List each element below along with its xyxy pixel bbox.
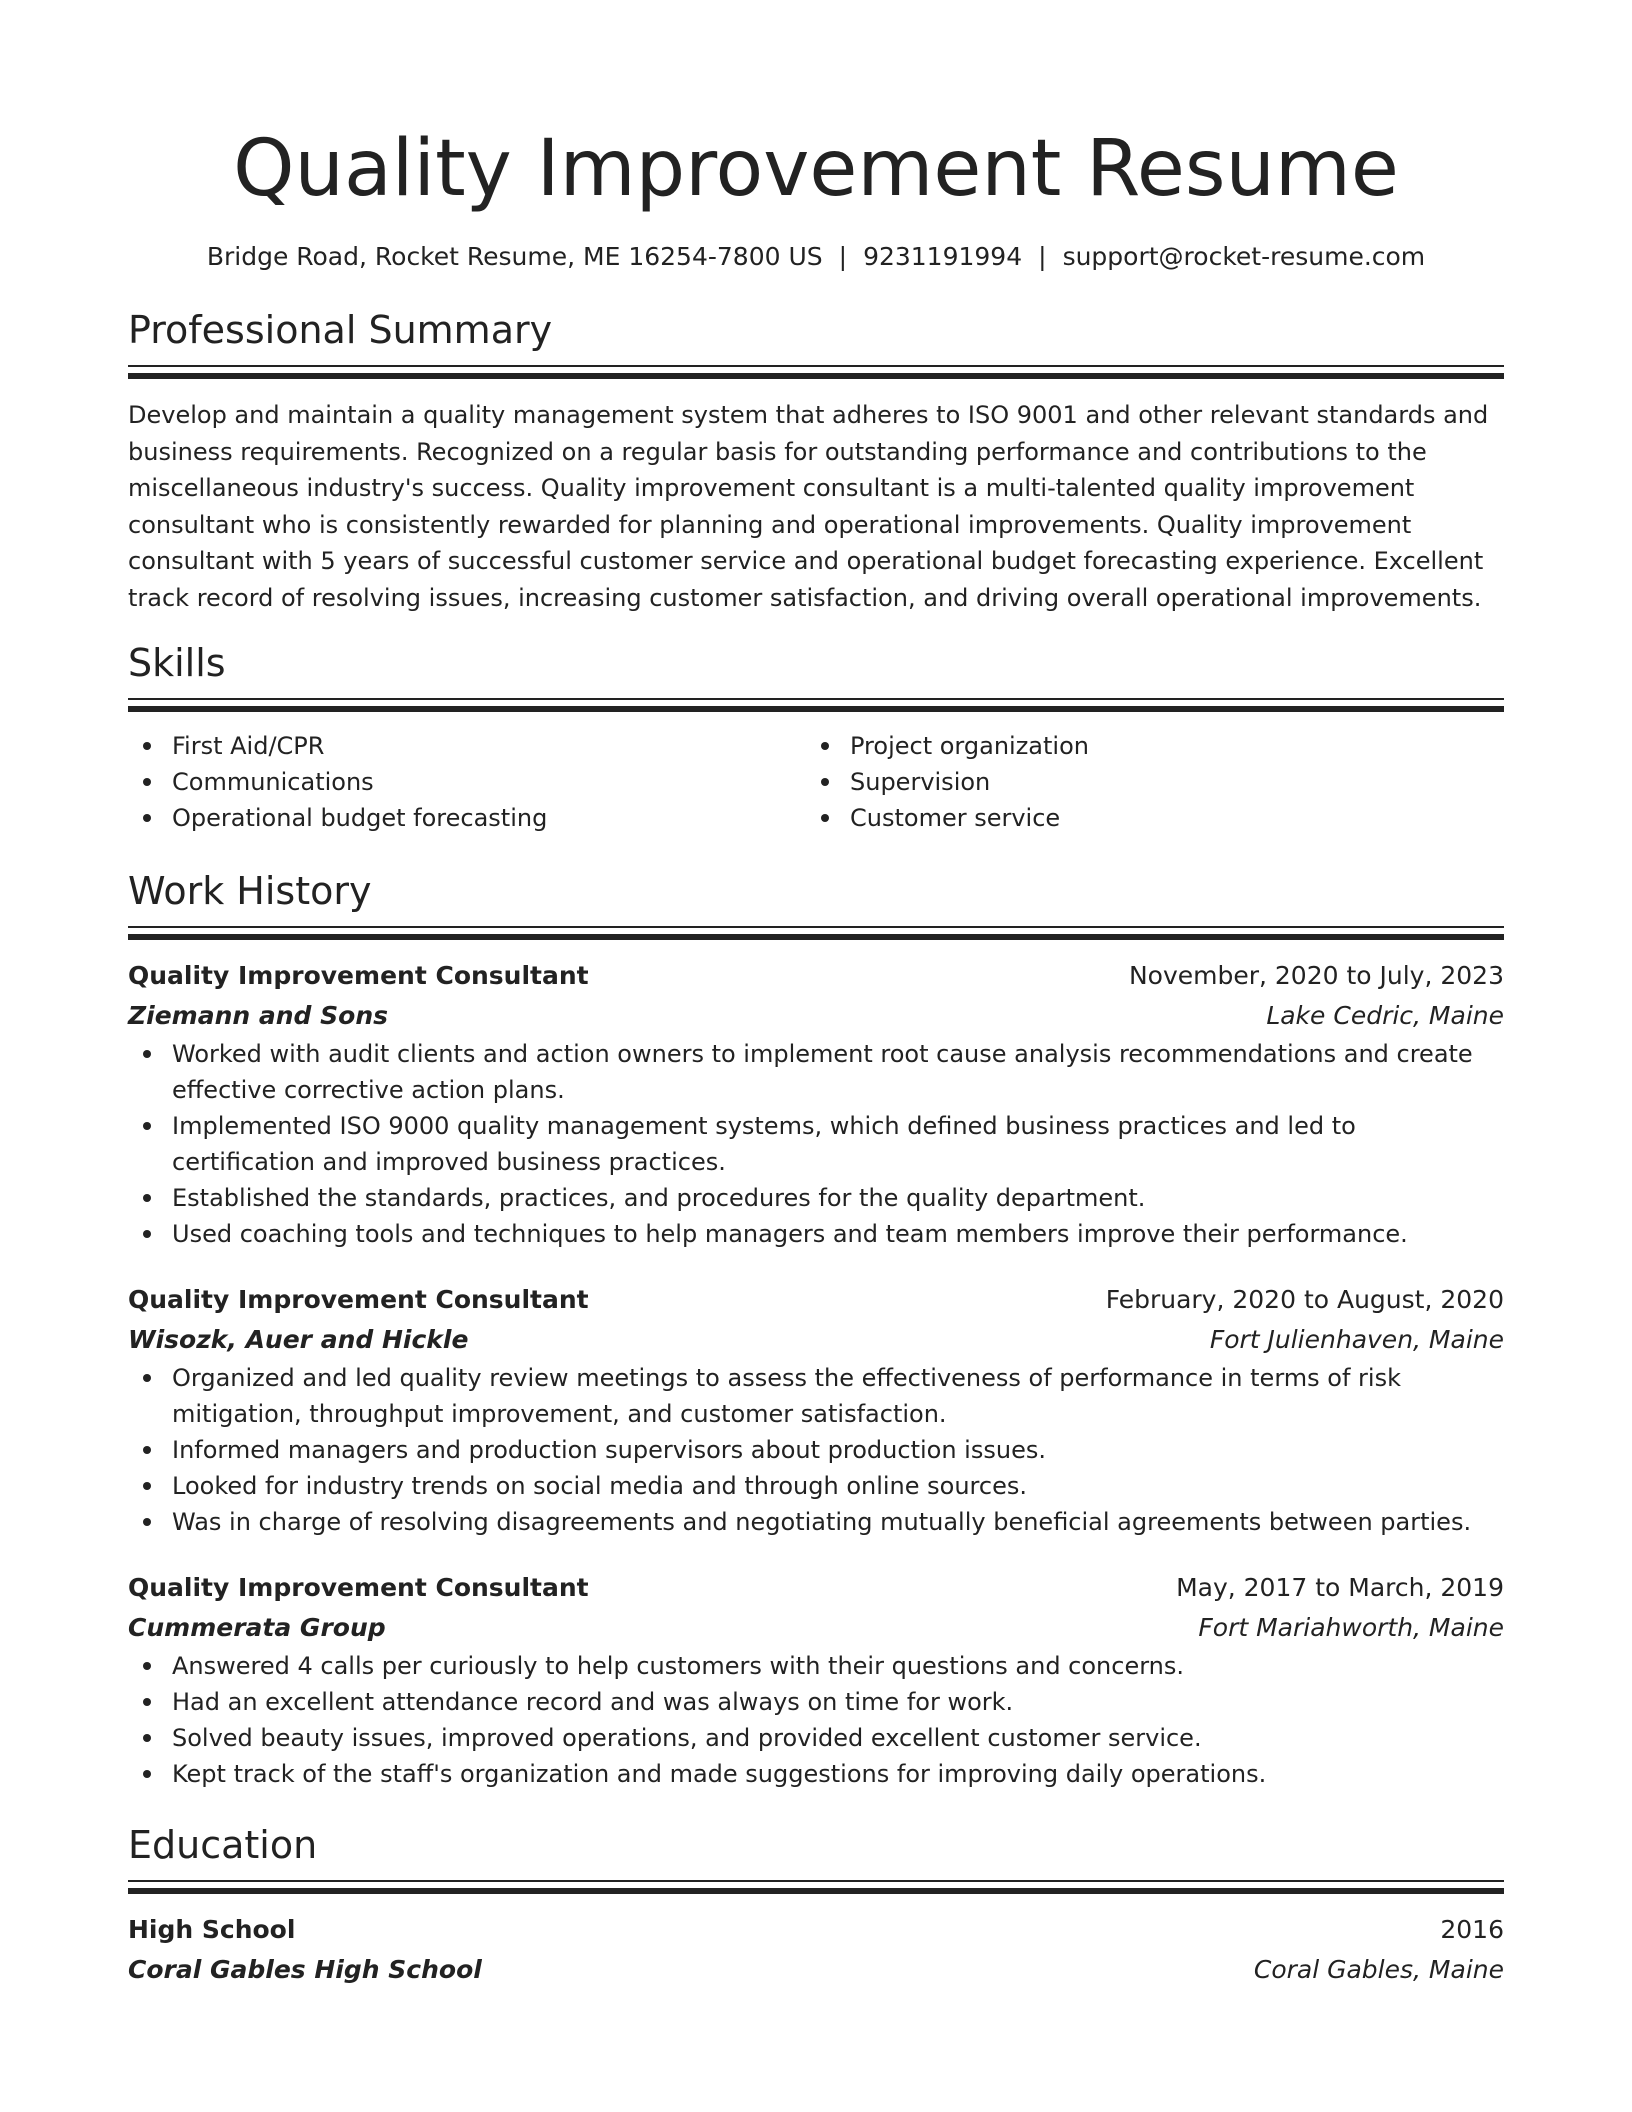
job-dates: February, 2020 to August, 2020 [1105,1285,1504,1314]
job-bullet [128,1648,1504,1684]
bullet-icon [821,814,829,822]
job-bullet [128,1180,1504,1216]
job-company: Cummerata Group [128,1613,386,1642]
job-bullet-text: Answered 4 calls per curiously to help customers with their questions and concerns. [172,1652,1185,1680]
job-title: Quality Improvement Consultant [128,961,589,990]
section-divider [128,1880,1504,1894]
education-year: 2016 [1440,1915,1504,1944]
skill-item [128,728,806,764]
job-bullet [128,1036,1504,1108]
skills-grid [128,728,1504,836]
job-location: Fort Julienhaven, Maine [1209,1325,1504,1354]
job-company: Wisozk, Auer and Hickle [128,1325,469,1354]
job-header [128,1280,1504,1320]
job-bullet-text: Solved beauty issues, improved operations, and provided excellent customer service. [172,1724,1202,1752]
bullet-icon [143,1662,151,1670]
job-bullets [128,1036,1504,1252]
section-divider [128,698,1504,712]
job-header [128,956,1504,996]
skill-label: First Aid/CPR [172,732,325,760]
section-heading-summary: Professional Summary [128,308,553,352]
job-dates: May, 2017 to March, 2019 [1176,1573,1504,1602]
skill-label: Supervision [850,768,991,796]
resume-page [128,0,1504,1990]
skill-item [806,800,1504,836]
job-entry [128,956,1504,1252]
job-subheader [128,1608,1504,1648]
bullet-icon [143,1482,151,1490]
bullet-icon [143,1374,151,1382]
contact-email: support@rocket-resume.com [1062,242,1426,271]
bullet-icon [821,742,829,750]
skill-label: Customer service [850,804,1061,832]
section-divider [128,926,1504,940]
contact-separator: | [1038,242,1047,271]
job-bullet [128,1720,1504,1756]
section-heading-work-history: Work History [128,869,372,913]
bullet-icon [143,1050,151,1058]
bullet-icon [143,1230,151,1238]
job-bullet-text: Had an excellent attendance record and was always on time for work. [172,1688,1014,1716]
job-bullet [128,1432,1504,1468]
section-heading-skills: Skills [128,641,226,685]
bullet-icon [143,814,151,822]
bullet-icon [143,742,151,750]
contact-address: Bridge Road, Rocket Resume, ME 16254-7800 US [206,242,823,271]
skill-item [806,764,1504,800]
skills-section [128,638,1504,836]
skill-label: Operational budget forecasting [172,804,548,832]
job-bullet-text: Established the standards, practices, and procedures for the quality department. [172,1184,1146,1212]
job-location: Fort Mariahworth, Maine [1198,1613,1504,1642]
job-dates: November, 2020 to July, 2023 [1128,961,1504,990]
job-bullet-text: Was in charge of resolving disagreements and negotiating mutually beneficial agreements between parties. [172,1508,1472,1536]
job-bullets [128,1360,1504,1540]
summary-section [128,305,1504,616]
job-bullet [128,1360,1504,1432]
bullet-icon [821,778,829,786]
job-bullet-text: Organized and led quality review meetings to assess the effectiveness of performance in terms of risk mitigation, throughput improvement, and customer satisfaction. [172,1364,1401,1428]
job-title: Quality Improvement Consultant [128,1573,589,1602]
education-location: Coral Gables, Maine [1253,1955,1504,1984]
job-company: Ziemann and Sons [128,1001,388,1030]
job-subheader [128,1320,1504,1360]
job-bullet [128,1468,1504,1504]
skill-label: Project organization [850,732,1089,760]
summary-text: Develop and maintain a quality management system that adheres to ISO 9001 and other relevant standards and business requirements. Recognized on a regular basis for outstanding performance and contributions to the miscellaneous industry's success. Quality improvement consultant is a multi-talented quality improvement consultant who is consistently rewarded for planning and operational improvements. Quality improvement consultant with 5 years of successful customer service and operational budget forecasting experience. Excellent track record of resolving issues, increasing customer satisfaction, and driving overall operational improvements. [128,401,1489,612]
bullet-icon [143,1698,151,1706]
work-history-section [128,866,1504,1792]
section-heading-education: Education [128,1823,318,1867]
job-location: Lake Cedric, Maine [1266,1001,1504,1030]
resume-title: Quality Improvement Resume [233,124,1399,214]
skills-list-right [806,728,1504,836]
education-header [128,1910,1504,1950]
education-section [128,1820,1504,1990]
education-subheader [128,1950,1504,1990]
job-bullets [128,1648,1504,1792]
education-school: Coral Gables High School [128,1955,482,1984]
education-entry [128,1910,1504,1990]
bullet-icon [143,1518,151,1526]
job-bullet-text: Kept track of the staff's organization and made suggestions for improving daily operations. [172,1760,1267,1788]
skills-list-left [128,728,806,836]
contact-separator: | [838,242,848,271]
skill-item [128,764,806,800]
job-bullet-text: Looked for industry trends on social media and through online sources. [172,1472,1027,1500]
bullet-icon [143,1734,151,1742]
job-bullet [128,1216,1504,1252]
skill-label: Communications [172,768,374,796]
bullet-icon [143,1122,151,1130]
bullet-icon [143,1770,151,1778]
job-bullet [128,1504,1504,1540]
skill-item [806,728,1504,764]
education-degree: High School [128,1915,296,1944]
job-entry [128,1568,1504,1792]
bullet-icon [143,1446,151,1454]
job-subheader [128,996,1504,1036]
contact-phone: 9231191994 [863,242,1023,271]
bullet-icon [143,778,151,786]
job-title: Quality Improvement Consultant [128,1285,589,1314]
job-bullet [128,1756,1504,1792]
job-bullet-text: Worked with audit clients and action owners to implement root cause analysis recommendations and create effective corrective action plans. [172,1040,1473,1104]
job-header [128,1568,1504,1608]
job-bullet-text: Implemented ISO 9000 quality management systems, which defined business practices and led to certification and improved business practices. [172,1112,1356,1176]
bullet-icon [143,1194,151,1202]
skill-item [128,800,806,836]
job-bullet-text: Used coaching tools and techniques to help managers and team members improve their performance. [172,1220,1408,1248]
job-bullet [128,1684,1504,1720]
section-divider [128,365,1504,379]
contact-line [128,240,1504,274]
job-bullet-text: Informed managers and production supervisors about production issues. [172,1436,1046,1464]
job-entry [128,1280,1504,1540]
job-bullet [128,1108,1504,1180]
